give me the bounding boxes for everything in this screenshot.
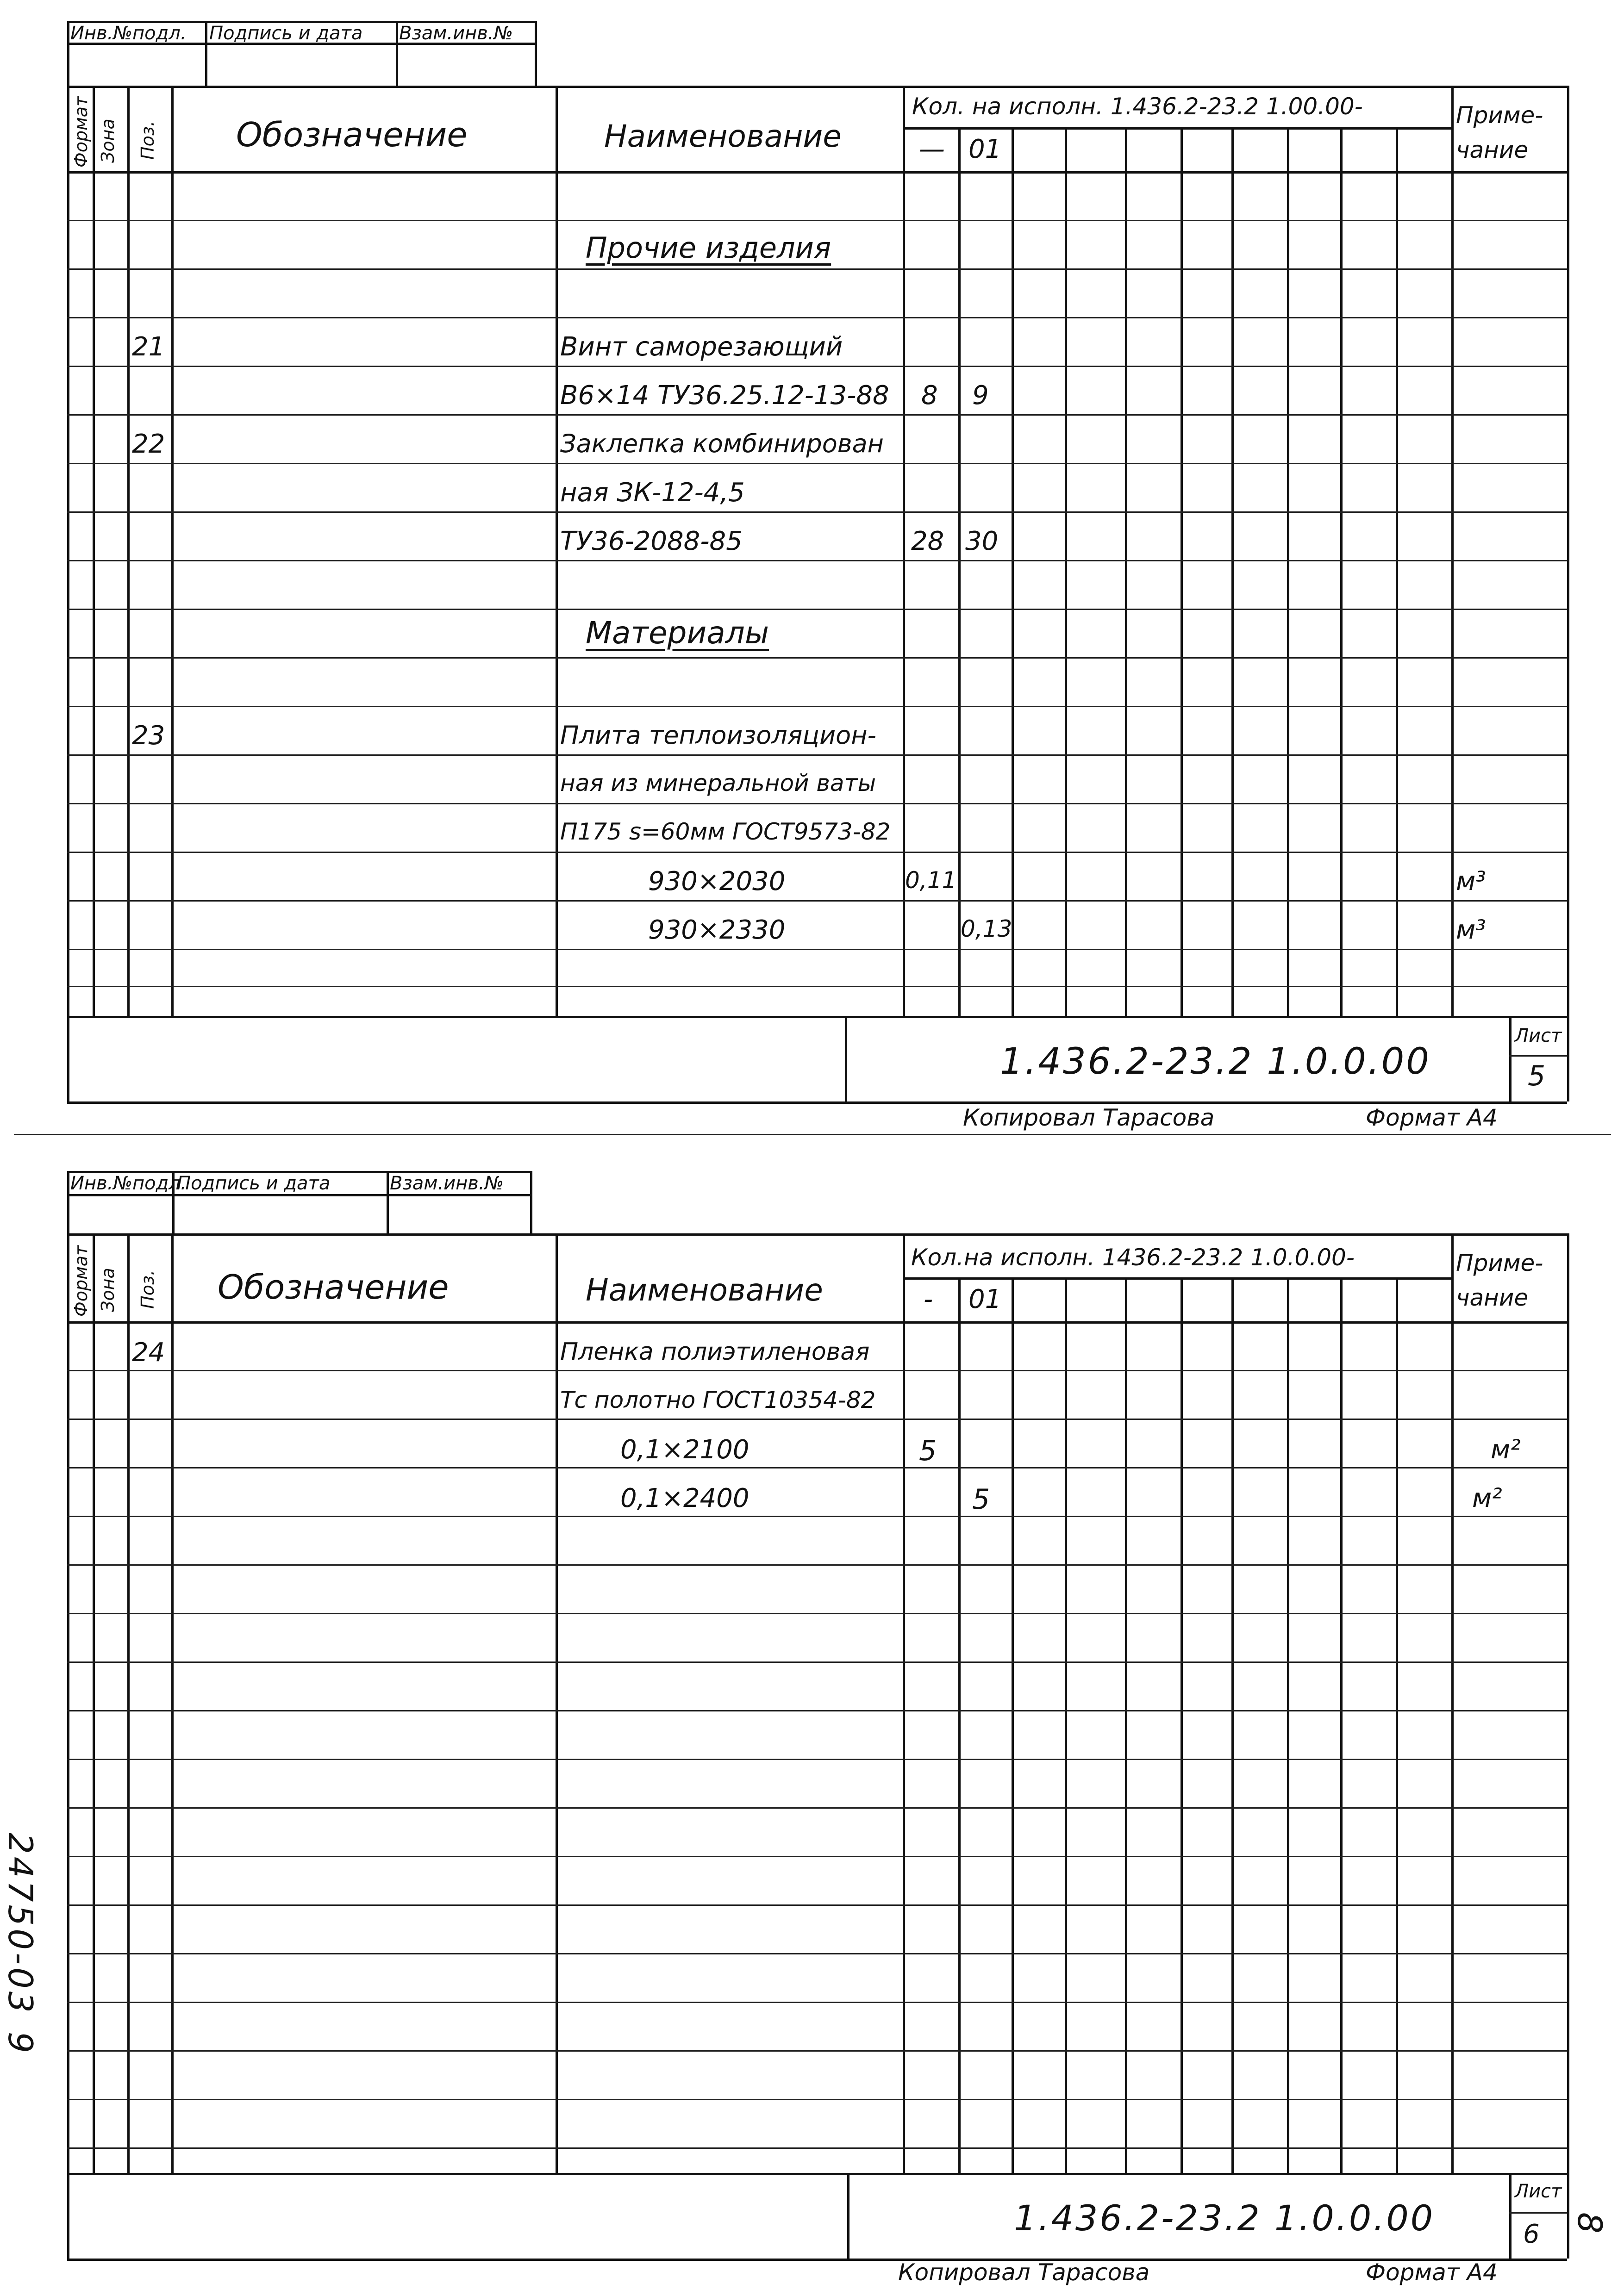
- row-note: м³: [1456, 915, 1486, 945]
- header-variant-b: 01: [968, 134, 1002, 164]
- row-qty-a: 5: [919, 1435, 937, 1467]
- stamp-inv-label: Инв.№подл.: [70, 1173, 187, 1194]
- header-variant-a: -: [924, 1284, 933, 1314]
- row-name: Тс полотно ГОСТ10354-82: [560, 1387, 876, 1413]
- header-designation: Обозначение: [218, 1268, 449, 1307]
- row-qty-b: 0,13: [961, 915, 1012, 942]
- row-note: м³: [1456, 866, 1486, 896]
- header-format: Формат: [71, 1245, 91, 1317]
- frame-right: [1567, 86, 1569, 1101]
- row-name: ная ЗК-12-4,5: [560, 478, 745, 508]
- header-zone: Зона: [98, 118, 118, 163]
- page-mark: 9: [1, 2032, 40, 2053]
- section-heading: Прочие изделия: [586, 231, 831, 265]
- corner-mark: 8: [1570, 2212, 1609, 2234]
- header-note: Приме-чание: [1456, 102, 1543, 163]
- row-note: м²: [1472, 1483, 1502, 1513]
- row-pos: 23: [132, 721, 165, 751]
- row-name: 0,1×2100: [620, 1435, 750, 1465]
- row-name: П175 s=60мм ГОСТ9573-82: [560, 818, 891, 845]
- row-name: Пленка полиэтиленовая: [560, 1338, 870, 1366]
- row-pos: 22: [132, 429, 165, 459]
- row-name: Винт саморезающий: [560, 332, 843, 362]
- row-name: ная из минеральной ваты: [560, 770, 876, 796]
- row-name: 0,1×2400: [620, 1483, 750, 1513]
- frame-top: [67, 1233, 1567, 1236]
- stamp-sign-label: Подпись и дата: [177, 1173, 331, 1194]
- sheet-label: Лист: [1515, 2181, 1562, 2202]
- sheet-number: 5: [1528, 1060, 1546, 1092]
- copied-by: Копировал Тарасова: [898, 2259, 1150, 2286]
- row-qty-b: 30: [965, 526, 999, 556]
- stamp-vzam-label: Взам.инв.№: [390, 1173, 504, 1194]
- header-format: Формат: [71, 96, 91, 168]
- row-pos: 24: [132, 1338, 165, 1368]
- header-note: Приме-чание: [1456, 1250, 1543, 1311]
- header-qty: Кол. на исполн. 1.436.2-23.2 1.00.00-: [912, 93, 1363, 120]
- stamp-inv-label: Инв.№подл.: [70, 23, 187, 44]
- row-name: 930×2030: [648, 866, 786, 896]
- row-qty-a: 0,11: [905, 867, 957, 894]
- doc-code: 1.436.2-23.2 1.0.0.00: [1000, 1041, 1431, 1083]
- header-name: Наименование: [586, 1272, 823, 1308]
- header-pos: Поз.: [137, 120, 158, 160]
- frame-left: [67, 1233, 69, 2259]
- frame-bottom: [67, 1101, 1567, 1104]
- doc-code: 1.436.2-23.2 1.0.0.00: [1014, 2197, 1435, 2239]
- sheet-label: Лист: [1515, 1025, 1562, 1046]
- format-note: Формат А4: [1366, 1104, 1498, 1131]
- frame-top: [67, 86, 1567, 88]
- row-pos: 21: [132, 332, 165, 362]
- archive-number: 24750-03: [1, 1833, 40, 2016]
- header-variant-a: —: [919, 134, 945, 164]
- row-qty-b: 5: [972, 1483, 990, 1516]
- section-heading: Материалы: [586, 615, 769, 651]
- header-name: Наименование: [604, 118, 842, 154]
- header-designation: Обозначение: [236, 115, 468, 154]
- stamp-vzam-label: Взам.инв.№: [399, 23, 513, 44]
- header-qty: Кол.на исполн. 1436.2-23.2 1.0.0.00-: [911, 1244, 1355, 1271]
- header-zone: Зона: [98, 1268, 118, 1312]
- row-qty-a: 28: [911, 526, 944, 556]
- header-pos: Поз.: [137, 1269, 158, 1309]
- row-name: Плита теплоизоляцион-: [560, 721, 876, 750]
- row-qty-b: 9: [972, 380, 989, 411]
- copied-by: Копировал Тарасова: [963, 1104, 1215, 1131]
- stamp-sign-label: Подпись и дата: [209, 23, 363, 44]
- row-name: Заклепка комбинирован: [560, 429, 884, 458]
- sheet-number: 6: [1523, 2219, 1540, 2249]
- row-name: ТУ36-2088-85: [560, 526, 743, 556]
- row-note: м²: [1491, 1435, 1521, 1465]
- frame-right: [1567, 1233, 1569, 2259]
- row-name: В6×14 ТУ36.25.12-13-88: [560, 380, 889, 411]
- header-variant-b: 01: [968, 1284, 1002, 1314]
- row-qty-a: 8: [921, 380, 938, 411]
- row-name: 930×2330: [648, 915, 786, 945]
- frame-bottom: [67, 2259, 1567, 2261]
- format-note: Формат А4: [1366, 2259, 1498, 2286]
- page-divider: [14, 1134, 1611, 1135]
